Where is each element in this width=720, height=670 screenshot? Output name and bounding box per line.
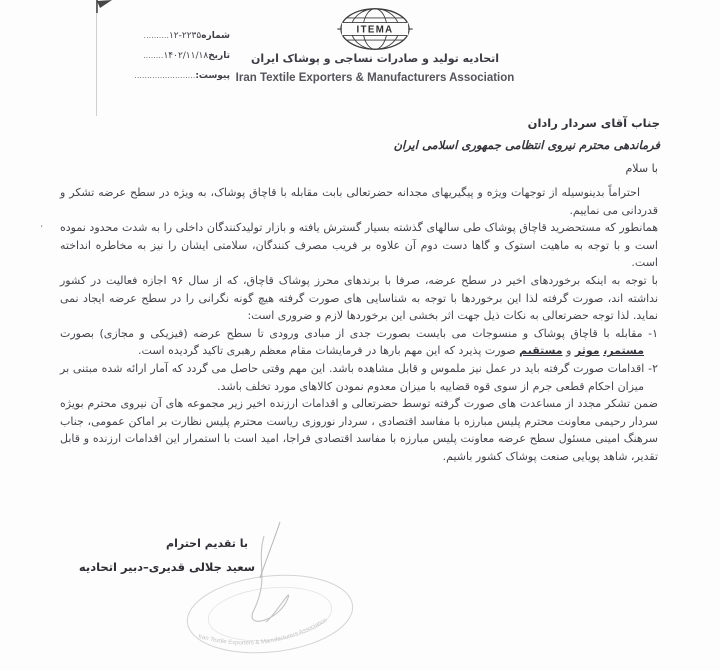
letter-number-line	[112, 26, 230, 46]
number-dots: ..........	[143, 31, 169, 40]
numbered-item-2	[60, 360, 658, 395]
item1-separator-2: و	[562, 344, 575, 358]
item2-text: اقدامات صورت گرفته باید در عمل نیز ملموس و قابل مشاهده باشد. این مهم وقتی حاصل می گردد که آمار ارائه شده مبتنی بر میزان احکام قطعی جرم از سوی قوه قضاییه با میزان معدوم نمودن کالاهای مورد تخلف باشد.	[60, 361, 649, 393]
itema-globe-logo-icon	[336, 6, 414, 52]
stamp-arc-text: Iran Textile Exporters & Manufacturers Association	[197, 617, 329, 647]
recipient-block	[394, 112, 660, 156]
item1-underlined-word-2: موثر	[574, 344, 600, 358]
paragraph-closing-thanks: ضمن تشکر مجدد از مساعدت های صورت گرفته توسط حضرتعالی و اقدامات ارزنده اخیر زیر مجموعه های آن نیروی محترم بویژه سردار رحیمی معاونت محترم پلیس مبارزه با مفاسد اقتصادی ، سردار نوروزی ریاست محترم پلیس نظارت بر اماکن عمومی، جناب سرهنگ امینی مسئول سطح عرضه معاونت پلیس مبارزه با مفاسد اقتصادی فراجا، امید است با استمرار این اقدامات ارزنده و قابل تقدیر، شاهد پویایی صنعت پوشاک کشور باشیم.	[60, 397, 658, 463]
item1-text-pre: مقابله با قاچاق پوشاک و منسوجات می بایست بصورت جدی از مبادی ورودی تا سطح عرضه (فیزیکی و مجازی) بصورت	[60, 326, 649, 340]
letter-body	[60, 184, 658, 466]
signatory-name: سعید جلالی قدیری–دبیر اتحادیه	[78, 560, 256, 574]
closing-phrase: با تقدیم احترام	[166, 537, 248, 550]
attachment-label: پیوست:	[195, 71, 230, 81]
scan-corner-artifact	[88, 0, 116, 18]
number-label: شماره	[201, 31, 230, 41]
org-name-farsi: اتحادیه تولید و صادرات نساجی و پوشاک ایران	[250, 52, 500, 65]
item1-text-post: صورت پذیرد که این مهم بارها در فرمایشات مقام معظم رهبری تاکید گردیده است.	[138, 344, 520, 358]
item1-underlined-word-3: مستقیم	[519, 344, 563, 358]
item1-underlined-word-1: مستمر،	[603, 344, 644, 358]
item1-number: ۱-	[648, 326, 658, 340]
recipient-name: جناب آقای سردار رادان	[527, 116, 660, 130]
item2-number: ۲-	[648, 361, 658, 375]
date-dots: ........	[143, 51, 164, 60]
scan-stray-mark: ’	[40, 224, 44, 235]
date-value: ۱۴۰۲/۱۱/۱۸	[163, 51, 209, 61]
letter-date-line	[112, 46, 230, 66]
paragraph-thanks: احتراماً بدینوسیله از توجهات ویژه و پیگیریهای مجدانه حضرتعالی بابت مقابله با قاچاق پوشاک، به ویژه در سطح عرضه تشکر و قدردانی می نماییم.	[60, 186, 658, 217]
date-label: تاریخ	[208, 51, 230, 61]
recipient-title: فرماندهی محترم نیروی انتظامی جمهوری اسلامی ایران	[393, 138, 660, 152]
salutation: با سلام	[625, 162, 658, 175]
org-name-english: Iran Textile Exporters & Manufacturers Association	[235, 72, 515, 84]
pen-stroke	[260, 522, 280, 578]
paragraph-recent-actions: با توجه به اینکه برخوردهای اخیر در سطح عرضه، صرفا با برندهای محرز پوشاک قاچاق، که از سال ۹۶ اجازه فعالیت در کشور نداشته اند، صورت گرفته لذا این برخوردها با توجه به شناسایی های صورت گرفته هیچ گونه نگرانی را در سطح عرضه ایجاد نمی نماید. لذا توجه حضرتعالی به نکات ذیل جهت اثر بخشی این برخوردها لازم و ضروری است:	[60, 273, 658, 323]
numbered-item-1	[60, 325, 658, 360]
number-value: ۱۲-۲۲۳۵	[168, 31, 202, 41]
logo-text: ITEMA	[356, 24, 394, 36]
attachment-dots: ........................	[134, 71, 196, 80]
association-stamp	[168, 518, 372, 670]
paragraph-background: همانطور که مستحضرید قاچاق پوشاک طی سالهای گذشته بسیار گسترش یافته و بازار تولیدکنندگان داخلی را به شدت محدود نموده است و با توجه به ماهیت استوک و گاها دست دوم آن علاوه بر فریب مصرف کنندگان، سلامتی ایشان را نیز به مخاطره انداخته است.	[60, 221, 658, 270]
